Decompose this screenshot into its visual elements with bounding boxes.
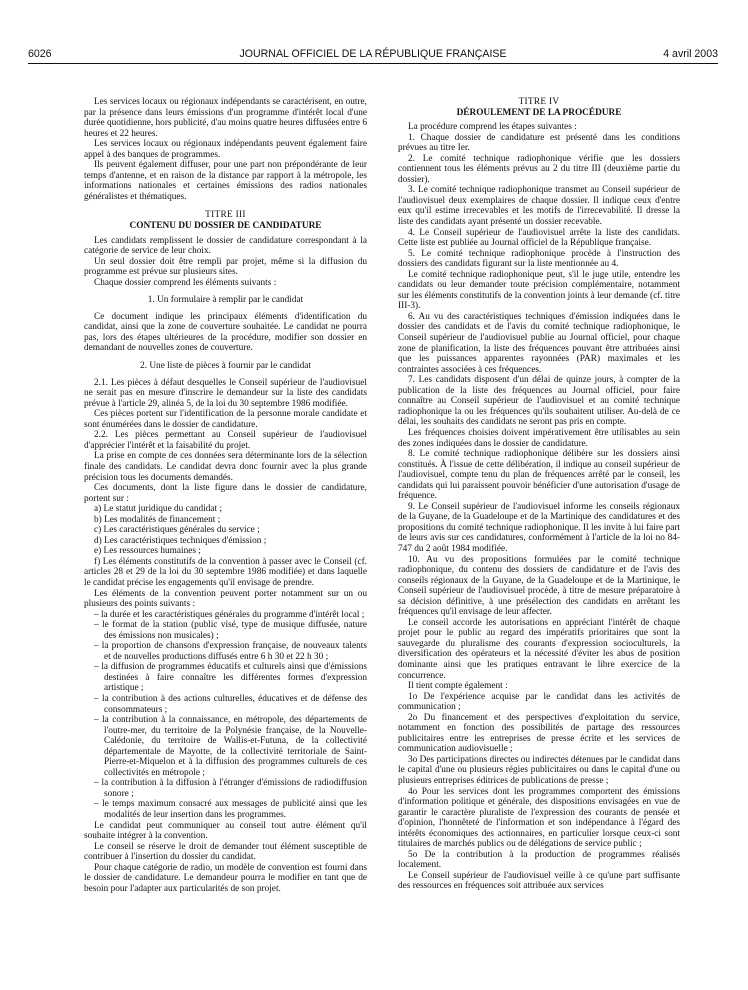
paragraph: 2.2. Les pièces permettant au Conseil supérieur de l'audiovisuel d'apprécier l'intérêt et la faisabilité du projet. [84,430,367,451]
paragraph: Les candidats remplissent le dossier de candidature correspondant à la catégorie de service de leur choix. [84,235,367,257]
paragraph: Pour chaque catégorie de radio, un modèle de convention est fourni dans le dossier de candidature. Le demandeur pourra le modifier en tant que de besoin pour l'adapter aux particularités de son projet. [84,862,367,894]
page-number: 6026 [28,48,52,60]
paragraph: Chaque dossier comprend les éléments suivants : [94,277,277,288]
list-item: d) Les caractéristiques techniques d'émission ; [94,535,267,546]
paragraph: Le comité technique radiophonique peut, s'il le juge utile, entendre les candidats ou leur demander toute précision complémentaire, notamment sur les éléments constitutifs de la convention joints à leur demande (cf. titre III-3). [398,269,680,312]
paragraph: La procédure comprend les étapes suivantes : [408,122,577,133]
paragraph: 5o De la contribution à la production de programmes réalisés localement. [398,849,680,871]
paragraph: Le conseil accorde les autorisations en appréciant l'intérêt de chaque projet pour le public au regard des impératifs prioritaires que sont la sauvegarde du pluralisme des courants d'expression socioculturels, la diversification des opérateurs et la nécessité d'éviter les abus de position dominante ainsi que les pratiques entravant le libre exercice de la concurrence. [398,617,680,681]
paragraph: 10. Au vu des propositions formulées par le comité technique radiophonique, du contenu des dossiers de candidature et de l'avis des conseils régionaux de la Guyane, de la Guadeloupe et de la Martinique, le Conseil supérieur de l'audiovisuel procède, à titre de mesure préparatoire à sa décision définitive, à une présélection des candidats en arrêtant les fréquences qu'il envisage de leur affecter. [398,554,680,618]
paragraph: Ces pièces portent sur l'identification de la personne morale candidate et sont énumérées dans le dossier de candidature. [84,409,367,430]
list-item: b) Les modalités de financement ; [94,514,221,525]
paragraph: 3o Des participations directes ou indirectes détenues par le candidat dans le capital d'une ou plusieurs régies publicitaires ou dans le capital d'une ou plusieurs entreprises éditrices de publications de presse ; [398,754,680,786]
titre-iii-subheading: CONTENU DU DOSSIER DE CANDIDATURE [129,221,322,232]
paragraph: 7. Les candidats disposent d'un délai de quinze jours, à compter de la publication de la liste des fréquences au Journal officiel, pour faire connaître au Conseil supérieur de l'audiovisuel et au comité technique radiophonique la ou les fréquences qu'ils souhaitent utiliser. Au-delà de ce délai, les souhaits des candidats ne seront pas pris en compte. [398,375,680,428]
dash-item: – la contribution à la diffusion à l'étranger d'émissions de radiodiffusion sonore ; [94,778,367,799]
paragraph: Le Conseil supérieur de l'audiovisuel veille à ce qu'une part suffisante des ressources en fréquences soit attribuée aux services [398,870,680,892]
paragraph: Les fréquences choisies doivent impérativement être utilisables au sein des zones indiquées dans le dossier de candidature. [398,427,680,449]
titre-iv-heading: TITRE IV [518,97,560,107]
dash-item: – le format de la station (public visé, type de musique diffusée, nature des émissions non musicales) ; [94,620,367,641]
paragraph: La prise en compte de ces données sera déterminante lors de la sélection finale des candidats. Le candidat devra donc fournir avec la plus grande précision tous les documents demandés. [84,451,367,483]
list-item: c) Les caractéristiques générales du service ; [94,525,260,536]
list-item: e) Les ressources humaines ; [94,546,201,557]
dash-item: – la contribution à la connaissance, en métropole, des départements de l'outre-mer, du territoire de la Polynésie française, de la Nouvelle-Calédonie, du territoire de Wallis-et-Futuna, de la collectivité départementale de Mayotte, de la collectivité territoriale de Saint-Pierre-et-Miquelon et à la diffusion des programmes culturels de ces collectivités en métropole ; [94,715,367,778]
titre-iv-subheading: DÉROULEMENT DE LA PROCÉDURE [456,107,622,118]
paragraph: Les services locaux ou régionaux indépendants se caractérisent, en outre, par la présence dans leurs émissions d'un programme d'intérêt local d'une durée quotidienne, hors publicité, d'au moins quatre heures diffusées entre 6 heures et 22 heures. [84,97,367,139]
paragraph: Les services locaux ou régionaux indépendants peuvent également faire appel à des banques de programmes. [84,139,367,160]
paragraph: 2o Du financement et des perspectives d'exploitation du service, notamment en fonction des possibilités de partage des ressources publicitaires entre les entreprises de presse écrite et les services de communication audiovisuelle ; [398,712,680,755]
right-column [398,97,680,892]
list-item: f) Les éléments constitutifs de la convention à passer avec le Conseil (cf. articles 28 et 29 de la loi du 30 septembre 1986 modifiée) et dans laquelle le candidat précise les engagements qu'il envisage de prendre. [84,556,367,588]
paragraph: Un seul dossier doit être rempli par projet, même si la diffusion du programme est prévue sur plusieurs sites. [84,256,367,278]
paragraph: 8. Le comité technique radiophonique délibère sur les dossiers ainsi constitués. À l'issue de cette délibération, il indique au conseil supérieur de l'audiovisuel, compte tenu du plan de fréquences arrêté par le conseil, les candidats qui lui paraissent pouvoir bénéficier d'une autorisation d'usage de fréquence. [398,449,680,502]
paragraph: 4o Pour les services dont les programmes comportent des émissions d'information politique et générale, des dispositions envisagées en vue de garantir le caractère pluraliste de l'expression des courants de pensée et d'opinion, l'honnêteté de l'information et son indépendance à l'égard des intérêts économiques des actionnaires, en particulier lorsque ceux-ci sont titulaires de marchés publics ou de délégations de service public ; [398,786,680,850]
page-header [28,48,718,62]
header-rule [28,63,718,64]
section-heading-1: 1. Un formulaire à remplir par le candidat [147,295,304,306]
paragraph: Le conseil se réserve le droit de demander tout élément susceptible de contribuer à l'insertion du dossier du candidat. [84,841,367,863]
paragraph: 2.1. Les pièces à défaut desquelles le Conseil supérieur de l'audiovisuel ne serait pas en mesure d'inscrire le demandeur sur la liste des candidats prévue à l'article 29, alinéa 5, de la loi du 30 septembre 1986 modifiée. [84,377,367,409]
dash-item: – la proportion de chansons d'expression française, de nouveaux talents et de nouvelles productions diffusés entre 6 h 30 et 22 h 30 ; [94,641,367,662]
paragraph: 2. Le comité technique radiophonique vérifie que les dossiers contiennent tous les éléments prévus au 2 du titre III (deuxième partie du dossier). [398,153,680,185]
journal-title: JOURNAL OFFICIEL DE LA RÉPUBLIQUE FRANÇAISE [239,48,507,60]
list-item: a) Le statut juridique du candidat ; [94,504,223,515]
dash-item: – le temps maximum consacré aux messages de publicité ainsi que les modalités de leur insertion dans les programmes. [94,799,367,820]
paragraph: 3. Le comité technique radiophonique transmet au Conseil supérieur de l'audiovisuel deux exemplaires de chaque dossier. Il indique ceux d'entre eux qu'il estime irrecevables et les motifs de l'irrecevabilité. Il dresse la liste des candidats ayant présenté un dossier recevable. [398,185,680,228]
paragraph: 6. Au vu des caractéristiques techniques d'émission indiquées dans le dossier des candidats et de l'avis du comité technique radiophonique, le Conseil supérieur de l'audiovisuel publie au Journal officiel, pour chaque zone de planification, la liste des fréquences pouvant être attribuées ainsi que les puissances apparentes rayonnées (PAR) maximales et les contraintes associées à ces fréquences. [398,311,680,375]
titre-iii-heading: TITRE III [205,210,246,221]
paragraph: Ce document indique les principaux éléments d'identification du candidat, ainsi que la zone de couverture souhaitée. Le candidat ne pourra pas, lors des étapes ultérieures de la procédure, modifier son dossier en demandant de nouvelles zones de couverture. [84,311,367,354]
left-column [84,97,367,894]
paragraph: 4. Le Conseil supérieur de l'audiovisuel arrête la liste des candidats. Cette liste est publiée au Journal officiel de la République française. [398,227,680,249]
paragraph: Le candidat peut communiquer au conseil tout autre élément qu'il souhaite intégrer à la convention. [84,820,367,842]
dash-item: – la contribution à des actions culturelles, éducatives et de défense des consommateurs ; [94,693,367,715]
paragraph: Ces documents, dont la liste figure dans le dossier de candidature, portent sur : [84,483,367,504]
dash-item: – la diffusion de programmes éducatifs et culturels ainsi que d'émissions destinées à faire connaître les différentes formes d'expression artistique ; [94,662,367,694]
paragraph: 1. Chaque dossier de candidature est présenté dans les conditions prévues au titre Ier. [398,132,680,154]
paragraph: 9. Le Conseil supérieur de l'audiovisuel informe les conseils régionaux de la Guyane, de la Guadeloupe et de la Martinique des candidatures et des propositions du comité technique radiophonique. Il les invite à lui faire part de leurs avis sur ces candidatures, conformément à l'article de la loi no 84-747 du 2 août 1984 modifiée. [398,501,680,554]
paragraph: 1o De l'expérience acquise par le candidat dans les activités de communication ; [398,691,680,713]
paragraph: Ils peuvent également diffuser, pour une part non prépondérante de leur temps d'antenne, et en raison de la distance par rapport à la métropole, les informations nationales et certaines émissions des radios nationales généralistes et thématiques. [84,160,367,202]
paragraph: 5. Le comité technique radiophonique procède à l'instruction des dossiers des candidats figurant sur la liste mentionnée au 4. [398,248,680,270]
section-heading-2: 2. Une liste de pièces à fournir par le candidat [140,361,311,372]
paragraph: Les éléments de la convention peuvent porter notamment sur un ou plusieurs des points suivants : [84,588,367,610]
issue-date: 4 avril 2003 [663,48,718,60]
dash-item: – la durée et les caractéristiques générales du programme d'intérêt local ; [94,609,365,620]
paragraph: Il tient compte également : [408,681,508,692]
